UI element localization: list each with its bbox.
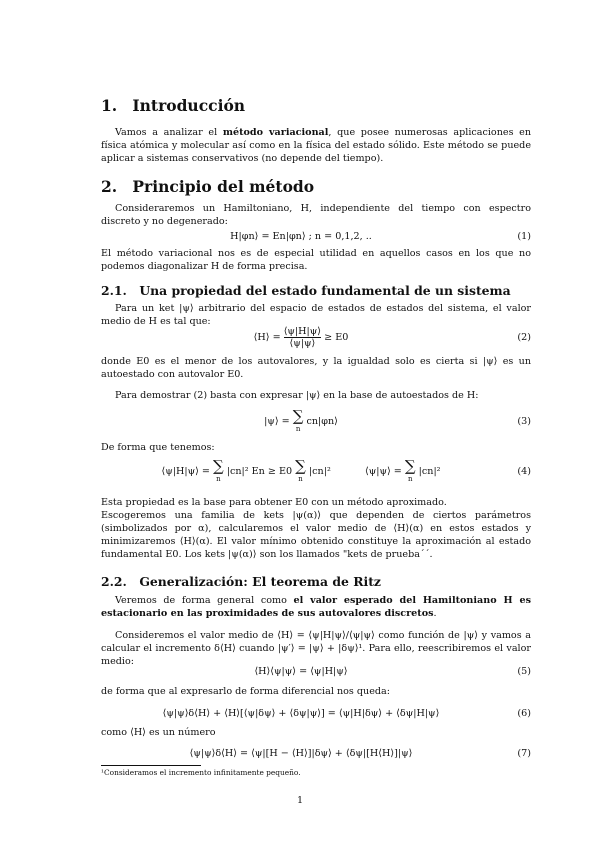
paragraph xyxy=(101,594,531,620)
subsection-title: Generalización: El teorema de Ritz xyxy=(139,574,381,589)
text-run: Veremos de forma general como xyxy=(115,595,294,606)
eq-term: ⟨ψ|H|ψ⟩ = xyxy=(161,465,210,477)
section-heading xyxy=(101,96,531,115)
equation-number: (4) xyxy=(517,465,531,477)
section-number: 1. xyxy=(101,96,118,115)
paragraph: Consideraremos un Hamiltoniano, H, independiente del tiempo con espectro discreto y no degenerado: xyxy=(101,203,531,227)
equation-body xyxy=(101,406,501,434)
equation-body: ⟨H⟩⟨ψ|ψ⟩ = ⟨ψ|H|ψ⟩ xyxy=(254,665,348,677)
equation xyxy=(101,664,531,678)
eq-term: ⟨H⟩ = xyxy=(253,331,281,343)
eq-term: |cn|² En ≥ E0 xyxy=(226,465,293,477)
equation xyxy=(101,408,531,434)
section-title: Principio del método xyxy=(132,177,315,196)
eq-term: cn|φn⟩ xyxy=(306,415,338,427)
text-run: , que posee numerosas aplicaciones en física atómica y molecular así como en la física del estado sólido. Este método se puede aplicar a sistemas conservativos (no depende del tiempo). xyxy=(101,127,532,164)
paragraph xyxy=(101,126,531,165)
eq-term: ⟨ψ|ψ⟩ = xyxy=(364,465,402,477)
sum-operator: ∑ n xyxy=(295,456,306,483)
footnote-rule xyxy=(101,765,201,766)
eq-term: |ψ⟩ = xyxy=(264,415,290,427)
equation-number: (6) xyxy=(517,707,531,719)
paragraph: donde E0 es el menor de los autovalores, y la igualdad solo es cierta si |ψ⟩ es un autoestado con autovalor E0. xyxy=(101,356,531,380)
sum-operator: ∑ n xyxy=(404,456,416,483)
footnote: ¹Consideramos el incremento infinitamente pequeño. xyxy=(101,768,301,777)
eq-term: ≥ E0 xyxy=(324,331,349,343)
paragraph: de forma que al expresarlo de forma diferencial nos queda: xyxy=(101,686,390,697)
section-number: 2. xyxy=(101,177,118,196)
section-title: Introducción xyxy=(132,96,246,115)
sum-index: n xyxy=(216,474,221,483)
equation xyxy=(101,706,531,720)
paragraph: Consideremos el valor medio de ⟨H⟩ = ⟨ψ|H|ψ⟩/⟨ψ|ψ⟩ como función de |ψ⟩ y vamos a calcular el incremento δ⟨H⟩ cuando |ψ′⟩ = |ψ⟩ + |δψ⟩¹. Para ello, reescribiremos el valor medio: xyxy=(101,630,531,667)
subsection-heading xyxy=(101,574,531,589)
equation-body: ⟨ψ|ψ⟩δ⟨H⟩ + ⟨H⟩[⟨ψ|δψ⟩ + ⟨δψ|ψ⟩] = ⟨ψ|H|δψ⟩ + ⟨δψ|H|ψ⟩ xyxy=(162,707,440,719)
equation xyxy=(101,746,531,760)
equation xyxy=(101,229,531,243)
eq-term: |cn|² xyxy=(308,465,331,477)
sum-operator: ∑ n xyxy=(292,406,304,433)
paragraph: Para un ket |ψ⟩ arbitrario del espacio de estados de estados del sistema, el valor medio de H es tal que: xyxy=(101,303,531,327)
subsection-number: 2.1. xyxy=(101,283,127,298)
subsection-title: Una propiedad del estado fundamental de un sistema xyxy=(139,283,511,298)
equation-body xyxy=(101,326,501,349)
subsection-number: 2.2. xyxy=(101,574,127,589)
equation-body: ⟨ψ|ψ⟩δ⟨H⟩ = ⟨ψ|[H − ⟨H⟩]|δψ⟩ + ⟨δψ|[H⟨H⟩]|ψ⟩ xyxy=(189,747,413,759)
denominator: ⟨ψ|ψ⟩ xyxy=(284,337,321,349)
equation-body: H|φn⟩ = En|φn⟩ ; n = 0,1,2, .. xyxy=(230,230,372,242)
equation xyxy=(101,458,531,484)
bold-term: método variacional xyxy=(222,127,329,138)
equation-body xyxy=(101,456,501,484)
equation-number: (7) xyxy=(517,747,531,759)
paragraph: De forma que tenemos: xyxy=(101,442,215,453)
page-number: 1 xyxy=(296,795,304,806)
paragraph: Para demostrar (2) basta con expresar |ψ⟩ en la base de autoestados de H: xyxy=(115,390,479,401)
bold-term: el valor esperado del Hamiltoniano H es estacionario en las proximidades de sus autovalores discretos xyxy=(101,595,531,619)
eq-term: |cn|² xyxy=(418,465,441,477)
equation xyxy=(101,324,531,350)
section-heading xyxy=(101,177,531,196)
paragraph: como ⟨H⟩ es un número xyxy=(101,727,216,738)
subsection-heading xyxy=(101,283,531,298)
equation-number: (2) xyxy=(517,331,531,343)
paragraph: El método variacional nos es de especial utilidad en aquellos casos en los que no podemos diagonalizar H de forma precisa. xyxy=(101,248,531,272)
text-run: Vamos a analizar el xyxy=(115,127,223,138)
equation-number: (3) xyxy=(517,415,531,427)
sum-index: n xyxy=(298,474,303,483)
equation-number: (1) xyxy=(517,230,531,242)
paragraph: Esta propiedad es la base para obtener E0 con un método aproximado. xyxy=(101,497,447,508)
fraction xyxy=(284,326,321,349)
sum-operator: ∑ n xyxy=(212,456,224,483)
equation-number: (5) xyxy=(517,665,531,677)
sum-index: n xyxy=(295,424,301,433)
numerator: ⟨ψ|H|ψ⟩ xyxy=(283,325,322,337)
text-run: . xyxy=(433,608,437,619)
paragraph: Escogeremos una familia de kets |ψ(α)⟩ que dependen de ciertos parámetros (simbolizados por α), calcularemos el valor medio de ⟨H⟩(α) en estos estados y minimizaremos ⟨H⟩(α). El valor mínimo obtenido constituye la aproximación al estado fundamental E0. Los kets |ψ(α)⟩ son los llamados "kets de prueba´´. xyxy=(101,510,531,560)
sum-index: n xyxy=(407,474,413,483)
